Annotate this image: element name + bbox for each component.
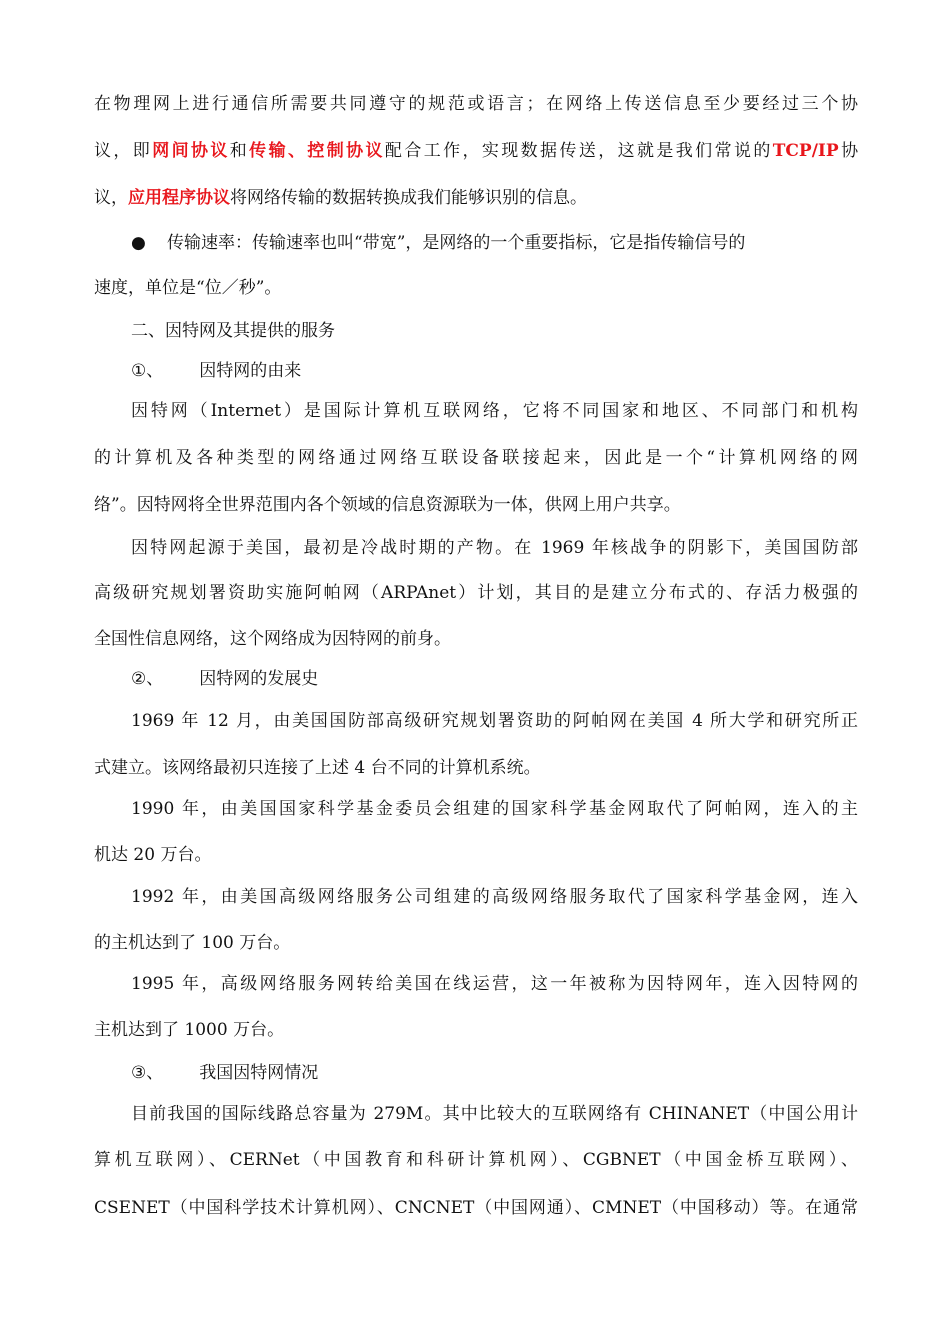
text-run: 将网络传输的数据转换成我们能够识别的信息。: [230, 188, 587, 208]
text-run: 的主机达到了 100 万台。: [94, 933, 291, 953]
text-line: [131, 797, 858, 821]
heading-text: 因特网的由来: [199, 361, 302, 381]
highlight-term: 网间协议: [152, 141, 230, 161]
text-line: [94, 1148, 858, 1172]
text-run: 式建立。该网络最初只连接了上述 4 台不同的计算机系统。: [94, 758, 541, 778]
text-line: [94, 139, 858, 163]
text-run: 议，即: [94, 141, 153, 161]
text-line: [94, 276, 858, 300]
heading-text: 因特网的发展史: [199, 669, 319, 689]
text-line: [94, 931, 858, 955]
text-run: 因特网起源于美国，最初是冷战时期的产物。在 1969 年核战争的阴影下，美国国防部: [131, 538, 858, 558]
text-run: 和: [229, 141, 250, 161]
subsection-heading: [131, 1061, 858, 1085]
heading-text: 我国因特网情况: [199, 1063, 319, 1083]
text-line: [131, 1102, 858, 1126]
text-run: 1990 年，由美国国家科学基金委员会组建的国家科学基金网取代了阿帕网，连入的主: [131, 799, 858, 819]
text-run: CSENET（中国科学技术计算机网）、CNCNET（中国网通）、CMNET（中国移动）等。在通常: [94, 1198, 858, 1218]
text-run: 高级研究规划署资助实施阿帕网（ARPAnet）计划，其目的是建立分布式的、存活力极强的: [94, 583, 858, 603]
section-heading: [131, 319, 858, 343]
text-line: [94, 1018, 858, 1042]
item-number: ①、: [131, 361, 164, 381]
subsection-heading: [131, 667, 858, 691]
text-line: [94, 446, 858, 470]
text-run: 目前我国的国际线路总容量为 279M。其中比较大的互联网络有 CHINANET（中国公用计: [131, 1104, 858, 1124]
highlight-term: 应用程序协议: [128, 188, 230, 208]
text-run: 1992 年，由美国高级网络服务公司组建的高级网络服务取代了国家科学基金网，连入: [131, 887, 858, 907]
text-run: 主机达到了 1000 万台。: [94, 1020, 285, 1040]
text-line: [94, 627, 858, 651]
text-run: 机达 20 万台。: [94, 845, 212, 865]
text-run: 全国性信息网络，这个网络成为因特网的前身。: [94, 629, 451, 649]
text-line: [94, 756, 858, 780]
text-line: [94, 186, 858, 210]
subsection-heading: [131, 359, 858, 383]
text-run: 速度，单位是“位／秒”。: [94, 278, 282, 298]
text-run: 议，: [94, 188, 128, 208]
bullet-line: [131, 231, 858, 255]
bullet-icon: ●: [131, 233, 146, 253]
text-line: [94, 581, 858, 605]
text-line: [94, 493, 858, 517]
text-line: [131, 399, 858, 423]
text-run: 1995 年，高级网络服务网转给美国在线运营，这一年被称为因特网年，连入因特网的: [131, 974, 858, 994]
text-line: [94, 843, 858, 867]
text-run: 在物理网上进行通信所需要共同遵守的规范或语言；在网络上传送信息至少要经过三个协: [94, 94, 858, 114]
text-run: 配合工作，实现数据传送，这就是我们常说的: [384, 141, 773, 161]
text-line: [94, 92, 858, 116]
text-line: [94, 1196, 858, 1220]
text-run: 1969 年 12 月，由美国国防部高级研究规划署资助的阿帕网在美国 4 所大学和研究所正: [131, 711, 858, 731]
heading-text: 二、因特网及其提供的服务: [131, 321, 335, 341]
text-line: [131, 972, 858, 996]
highlight-term: 传输、控制协议: [249, 141, 385, 161]
text-run: 传输速率：传输速率也叫“带宽”，是网络的一个重要指标，它是指传输信号的: [167, 233, 746, 253]
highlight-term: TCP/IP: [772, 141, 839, 161]
text-run: 协: [838, 141, 858, 161]
text-line: [131, 709, 858, 733]
text-run: 络”。因特网将全世界范围内各个领域的信息资源联为一体，供网上用户共享。: [94, 495, 681, 515]
item-number: ②、: [131, 669, 164, 689]
item-number: ③、: [131, 1063, 164, 1083]
text-line: [131, 536, 858, 560]
text-run: 因特网（Internet）是国际计算机互联网络，它将不同国家和地区、不同部门和机构: [131, 401, 858, 421]
text-line: [131, 885, 858, 909]
text-run: 算机互联网）、CERNet（中国教育和科研计算机网）、CGBNET（中国金桥互联网）、: [94, 1150, 858, 1170]
text-run: 的计算机及各种类型的网络通过网络互联设备联接起来，因此是一个“计算机网络的网: [94, 448, 858, 468]
